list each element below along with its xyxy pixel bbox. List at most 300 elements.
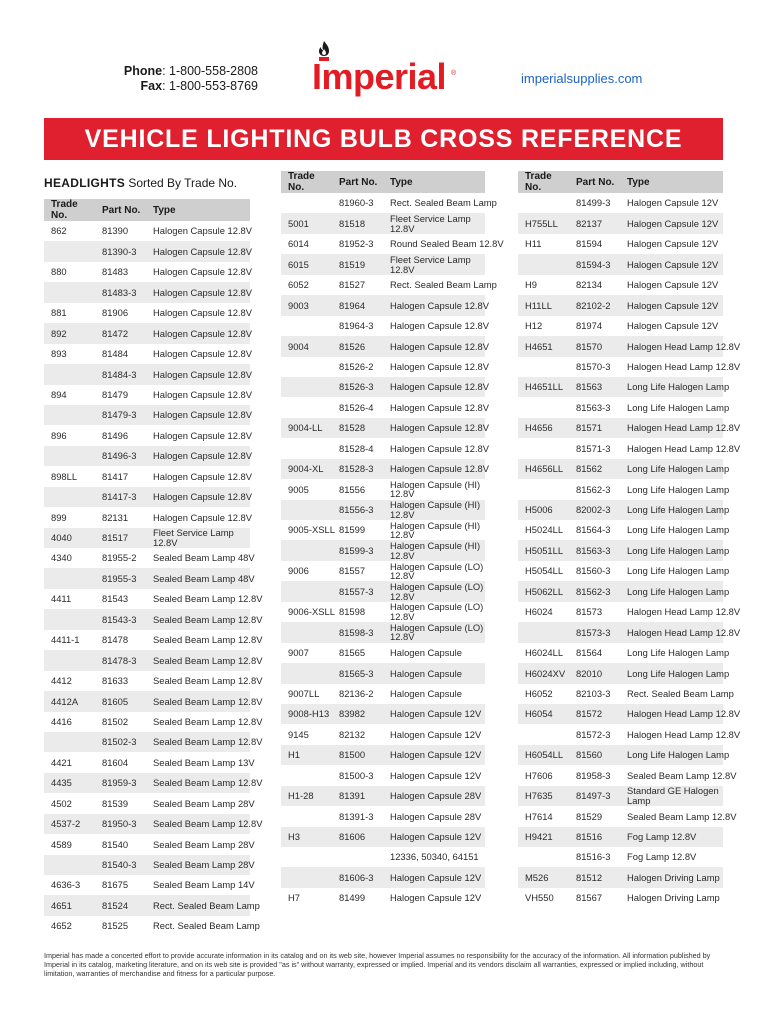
- table-row: [44, 609, 250, 629]
- cell-part-no: 81479-3: [95, 405, 146, 425]
- cell-part-no: 81502-3: [95, 732, 146, 752]
- cell-trade-no: [44, 487, 95, 507]
- cell-part-no: 81564-3: [576, 524, 611, 536]
- table-row: [281, 357, 485, 377]
- cell-type: Long Life Halogen Lamp: [627, 565, 730, 577]
- cell-part-no: 81567: [576, 892, 603, 904]
- cell-type: Halogen Capsule 12V: [620, 213, 723, 233]
- cell-part-no: 81556: [339, 483, 366, 495]
- cell-type: Halogen Capsule 12V: [627, 197, 719, 209]
- table-row: [44, 487, 250, 507]
- cell-trade-no: [44, 446, 95, 466]
- cell-type: Halogen Capsule 12V: [627, 279, 719, 291]
- cell-trade-no: H7614: [525, 810, 553, 822]
- cell-part-no: 81500: [332, 745, 383, 765]
- section-heading: [44, 176, 237, 190]
- cell-type: Halogen Capsule 12V: [620, 254, 723, 274]
- table-row: [281, 888, 485, 908]
- cell-trade-no: [44, 364, 95, 384]
- table-row: [518, 806, 723, 826]
- table-header-row: [281, 171, 485, 193]
- table-row: [281, 581, 485, 601]
- cell-trade-no: H6054LL: [518, 745, 569, 765]
- table-row: [44, 814, 250, 834]
- table-header-row: [518, 171, 723, 193]
- table-row: [281, 867, 485, 887]
- cell-type: Sealed Beam Lamp 12.8V: [153, 593, 263, 605]
- cell-trade-no: [281, 377, 332, 397]
- table-row: [518, 234, 723, 254]
- cell-type: Halogen Capsule 12.8V: [146, 405, 250, 425]
- table-row: [44, 855, 250, 875]
- table-row: [281, 336, 485, 356]
- cell-part-no: 81502: [102, 715, 129, 727]
- cell-type: Long Life Halogen Lamp: [620, 500, 723, 520]
- cell-type: Halogen Head Lamp 12.8V: [620, 704, 723, 724]
- cell-part-no: 81606: [332, 827, 383, 847]
- cell-part-no: 81564: [576, 647, 603, 659]
- cell-trade-no: [44, 241, 95, 261]
- cell-type: Rect. Sealed Beam Lamp: [390, 279, 497, 291]
- cell-type: Halogen Capsule 12.8V: [383, 377, 485, 397]
- table-row: [281, 724, 485, 744]
- cell-trade-no: H9: [525, 279, 537, 291]
- col-header-part-no: Part No.: [95, 199, 146, 221]
- cell-trade-no: 898LL: [51, 470, 78, 482]
- cell-trade-no: M526: [518, 867, 569, 887]
- cell-type: Halogen Capsule 12.8V: [146, 446, 250, 466]
- logo-wordmark: Imperial: [312, 56, 447, 97]
- cell-type: Halogen Capsule (HI) 12.8V: [383, 540, 485, 560]
- cell-part-no: 81560: [569, 745, 620, 765]
- cell-part-no: 81496-3: [95, 446, 146, 466]
- table-row: [281, 438, 485, 458]
- table-column-2: [281, 171, 504, 908]
- cell-part-no: 81952-3: [339, 238, 374, 250]
- table-row: [44, 752, 250, 772]
- table-row: [281, 622, 485, 642]
- cell-type: Halogen Capsule 12V: [390, 892, 482, 904]
- cell-trade-no: H4651: [518, 336, 569, 356]
- cell-part-no: 81563-3: [569, 540, 620, 560]
- cell-part-no: 81605: [95, 691, 146, 711]
- cell-trade-no: 899: [51, 511, 67, 523]
- cell-part-no: 82131: [102, 511, 129, 523]
- cell-trade-no: [44, 650, 95, 670]
- cell-trade-no: [281, 806, 332, 826]
- cell-type: Halogen Capsule (LO) 12.8V: [383, 622, 485, 642]
- cell-trade-no: 894: [51, 388, 67, 400]
- cell-trade-no: [281, 765, 332, 785]
- cell-type: Halogen Capsule 12.8V: [153, 266, 253, 278]
- cell-type: Sealed Beam Lamp 28V: [153, 838, 255, 850]
- cell-part-no: 81571-3: [576, 442, 611, 454]
- cell-trade-no: 4416: [51, 715, 72, 727]
- cell-part-no: 81390-3: [95, 241, 146, 261]
- cell-part-no: 81391-3: [339, 810, 374, 822]
- table-row: [44, 385, 250, 405]
- cell-part-no: 81496: [102, 429, 129, 441]
- cell-part-no: 81974: [576, 320, 603, 332]
- cell-trade-no: 9005: [288, 483, 309, 495]
- table-row: [518, 745, 723, 765]
- cell-part-no: 81516: [569, 827, 620, 847]
- cell-type: Halogen Capsule 12V: [383, 867, 485, 887]
- cell-trade-no: [281, 316, 332, 336]
- cross-reference-table-2: [281, 171, 504, 908]
- table-row: [44, 528, 250, 548]
- cell-type: Round Sealed Beam 12.8V: [390, 238, 504, 250]
- cell-trade-no: [281, 581, 332, 601]
- cell-part-no: 81572: [569, 704, 620, 724]
- cell-part-no: 81516-3: [576, 851, 611, 863]
- table-row: [44, 568, 250, 588]
- cell-trade-no: 881: [51, 307, 67, 319]
- table-row: [44, 875, 250, 895]
- cell-type: Sealed Beam Lamp 12.8V: [153, 675, 263, 687]
- cell-trade-no: H9421: [518, 827, 569, 847]
- table-row: [518, 765, 723, 785]
- cell-trade-no: H6024: [525, 606, 553, 618]
- cell-trade-no: H4656LL: [518, 459, 569, 479]
- cell-part-no: 81565: [339, 647, 366, 659]
- cell-part-no: 81570: [569, 336, 620, 356]
- cell-type: Halogen Capsule 12.8V: [146, 241, 250, 261]
- cell-type: Halogen Head Lamp 12.8V: [627, 728, 741, 740]
- cell-part-no: 81479: [102, 388, 129, 400]
- cell-part-no: 81390: [102, 225, 129, 237]
- fax-line: Fax: 1-800-553-8769: [140, 79, 258, 93]
- table-row: [518, 275, 723, 295]
- table-row: [518, 213, 723, 233]
- table-row: [44, 732, 250, 752]
- cell-trade-no: 6014: [288, 238, 309, 250]
- cell-trade-no: [44, 282, 95, 302]
- cell-type: 12336, 50340, 64151: [390, 851, 479, 863]
- cell-type: Sealed Beam Lamp 14V: [153, 879, 255, 891]
- cell-trade-no: 4589: [51, 838, 72, 850]
- cell-type: Halogen Capsule 12V: [383, 745, 485, 765]
- cell-trade-no: H1: [281, 745, 332, 765]
- table-row: [518, 254, 723, 274]
- cell-trade-no: [44, 855, 95, 875]
- cell-type: Long Life Halogen Lamp: [620, 377, 723, 397]
- table-row: [44, 221, 250, 241]
- cell-part-no: 81484: [102, 348, 129, 360]
- table-row: [518, 827, 723, 847]
- cell-part-no: 81598: [339, 606, 366, 618]
- table-row: [518, 479, 723, 499]
- cell-part-no: 81557: [339, 565, 366, 577]
- cell-type: Fleet Service Lamp 12.8V: [146, 528, 250, 548]
- cell-type: Halogen Capsule 12.8V: [153, 348, 253, 360]
- cell-trade-no: [518, 254, 569, 274]
- cell-type: Halogen Capsule 12V: [390, 769, 482, 781]
- cell-trade-no: 9003: [281, 295, 332, 315]
- table-row: [44, 895, 250, 915]
- cell-trade-no: H755LL: [518, 213, 569, 233]
- cell-trade-no: [281, 193, 332, 213]
- cell-part-no: 81571: [569, 418, 620, 438]
- table-row: [518, 786, 723, 806]
- table-row: [518, 336, 723, 356]
- cell-part-no: 81598-3: [332, 622, 383, 642]
- cell-trade-no: H6024XV: [518, 663, 569, 683]
- cell-type: Halogen Capsule 12V: [627, 238, 719, 250]
- cell-trade-no: [281, 663, 332, 683]
- cell-trade-no: 9004-LL: [281, 418, 332, 438]
- cell-part-no: 81528: [332, 418, 383, 438]
- cell-type: Halogen Capsule 12V: [620, 295, 723, 315]
- contact-info: [96, 64, 258, 94]
- table-row: [44, 344, 250, 364]
- cell-part-no: 81557-3: [332, 581, 383, 601]
- cell-trade-no: H6052: [525, 687, 553, 699]
- cell-part-no: 81517: [95, 528, 146, 548]
- table-body-2: [281, 193, 504, 908]
- cell-trade-no: [281, 500, 332, 520]
- cell-type: Halogen Capsule 28V: [390, 810, 482, 822]
- cell-type: Halogen Capsule 12.8V: [383, 336, 485, 356]
- cell-part-no: 81959-3: [95, 773, 146, 793]
- table-row: [518, 459, 723, 479]
- cell-type: Halogen Capsule 12.8V: [383, 459, 485, 479]
- table-row: [518, 418, 723, 438]
- cell-type: Sealed Beam Lamp 12.8V: [153, 715, 263, 727]
- cell-type: Sealed Beam Lamp 28V: [153, 797, 255, 809]
- cell-type: Long Life Halogen Lamp: [627, 483, 730, 495]
- cell-part-no: 81500-3: [339, 769, 374, 781]
- table-row: [281, 316, 485, 336]
- cell-type: Halogen Capsule: [390, 687, 462, 699]
- fax-label: Fax: [140, 79, 163, 93]
- cell-part-no: 81606-3: [332, 867, 383, 887]
- cell-type: Fog Lamp 12.8V: [620, 827, 723, 847]
- phone-line: Phone: 1-800-558-2808: [123, 64, 258, 78]
- table-row: [44, 364, 250, 384]
- cell-type: Halogen Capsule 12.8V: [146, 364, 250, 384]
- phone-label: Phone: [123, 64, 163, 78]
- table-body-1: [44, 221, 263, 936]
- cell-trade-no: 4040: [44, 528, 95, 548]
- table-row: [518, 561, 723, 581]
- table-row: [44, 507, 250, 527]
- cell-type: Halogen Capsule 12.8V: [146, 487, 250, 507]
- table-row: [281, 704, 485, 724]
- cell-part-no: 82137: [569, 213, 620, 233]
- table-row: [281, 602, 485, 622]
- cell-trade-no: 4652: [51, 920, 72, 932]
- cell-part-no: 81539: [102, 797, 129, 809]
- cell-trade-no: H4651LL: [518, 377, 569, 397]
- cell-type: Sealed Beam Lamp 12.8V: [627, 810, 737, 822]
- cell-type: Halogen Capsule 12.8V: [153, 470, 253, 482]
- cell-part-no: 81543: [102, 593, 129, 605]
- table-row: [281, 213, 485, 233]
- page-title: VEHICLE LIGHTING BULB CROSS REFERENCE: [84, 124, 683, 153]
- cell-trade-no: 9004: [281, 336, 332, 356]
- cell-type: Halogen Head Lamp 12.8V: [627, 360, 741, 372]
- table-row: [44, 671, 250, 691]
- cell-type: Rect. Sealed Beam Lamp: [627, 687, 734, 699]
- cell-type: Long Life Halogen Lamp: [620, 745, 723, 765]
- cell-trade-no: H11: [525, 238, 542, 250]
- cell-type: Halogen Capsule (LO) 12.8V: [390, 601, 484, 622]
- cell-trade-no: 5001: [281, 213, 332, 233]
- cell-type: Halogen Driving Lamp: [620, 867, 723, 887]
- table-row: [281, 786, 485, 806]
- title-banner: [44, 118, 723, 160]
- cell-trade-no: [281, 357, 332, 377]
- table-row: [518, 847, 723, 867]
- cell-type: Long Life Halogen Lamp: [620, 581, 723, 601]
- table-header-row: [44, 199, 250, 221]
- cell-type: Halogen Head Lamp 12.8V: [620, 418, 723, 438]
- cell-trade-no: 893: [51, 348, 67, 360]
- table-row: [44, 712, 250, 732]
- col-header-trade-no: Trade No.: [518, 171, 569, 193]
- cell-type: Long Life Halogen Lamp: [620, 459, 723, 479]
- cell-trade-no: 4435: [44, 773, 95, 793]
- cell-part-no: 81565-3: [332, 663, 383, 683]
- cell-part-no: 81604: [102, 756, 129, 768]
- cell-part-no: 83982: [332, 704, 383, 724]
- cell-trade-no: H4656: [518, 418, 569, 438]
- table-row: [518, 540, 723, 560]
- cell-trade-no: 892: [44, 323, 95, 343]
- cell-part-no: 81526-4: [339, 401, 374, 413]
- cell-type: Halogen Capsule 12V: [627, 320, 719, 332]
- table-row: [44, 446, 250, 466]
- cell-trade-no: 4412: [51, 675, 72, 687]
- table-row: [518, 438, 723, 458]
- col-header-trade-no: Trade No.: [281, 171, 332, 193]
- cell-type: Sealed Beam Lamp 12.8V: [146, 773, 250, 793]
- cell-trade-no: 6015: [281, 254, 332, 274]
- cell-part-no: 82103-3: [576, 687, 611, 699]
- table-row: [518, 867, 723, 887]
- cell-type: Sealed Beam Lamp 12.8V: [153, 634, 263, 646]
- table-row: [44, 425, 250, 445]
- table-column-3: [518, 171, 741, 908]
- cell-trade-no: 9006: [288, 565, 309, 577]
- table-row: [518, 357, 723, 377]
- cell-type: Halogen Capsule 12V: [383, 827, 485, 847]
- table-row: [44, 691, 250, 711]
- cell-type: Halogen Head Lamp 12.8V: [620, 336, 723, 356]
- cell-trade-no: 6052: [288, 279, 309, 291]
- cell-type: Fog Lamp 12.8V: [627, 851, 697, 863]
- cell-part-no: 81562-3: [576, 483, 611, 495]
- cell-type: Halogen Head Lamp 12.8V: [627, 442, 741, 454]
- cell-part-no: 81527: [339, 279, 366, 291]
- cell-part-no: 81950-3: [95, 814, 146, 834]
- cell-trade-no: 4412A: [44, 691, 95, 711]
- cell-part-no: 81562-3: [569, 581, 620, 601]
- cell-part-no: 81906: [102, 307, 129, 319]
- cell-trade-no: [281, 438, 332, 458]
- table-row: [281, 275, 485, 295]
- table-row: [518, 397, 723, 417]
- cell-trade-no: [44, 609, 95, 629]
- cross-reference-table-1: [44, 199, 263, 936]
- cell-trade-no: 9145: [288, 728, 309, 740]
- cell-type: Sealed Beam Lamp 13V: [153, 756, 255, 768]
- cell-trade-no: [44, 568, 95, 588]
- cell-part-no: 81572-3: [576, 728, 611, 740]
- cell-trade-no: H7606: [525, 769, 553, 781]
- cell-trade-no: 4340: [51, 552, 72, 564]
- cell-type: Halogen Head Lamp 12.8V: [627, 606, 741, 618]
- cell-part-no: 81573: [576, 606, 603, 618]
- cell-type: Halogen Capsule: [383, 663, 485, 683]
- cell-part-no: 81484-3: [95, 364, 146, 384]
- col-header-type: Type: [383, 171, 485, 193]
- cell-type: Sealed Beam Lamp 48V: [146, 568, 250, 588]
- col-header-type: Type: [146, 199, 250, 221]
- table-row: [44, 282, 250, 302]
- table-row: [44, 262, 250, 282]
- cell-trade-no: [518, 724, 569, 744]
- cell-trade-no: H6054: [518, 704, 569, 724]
- website-link[interactable]: imperialsupplies.com: [521, 71, 643, 86]
- cell-type: Long Life Halogen Lamp: [627, 401, 730, 413]
- cell-type: Halogen Capsule 12.8V: [153, 511, 253, 523]
- cell-trade-no: 4411: [51, 593, 72, 605]
- col-header-part-no: Part No.: [569, 171, 620, 193]
- cell-trade-no: 9007: [288, 647, 309, 659]
- table-row: [281, 459, 485, 479]
- cell-trade-no: 4421: [51, 756, 72, 768]
- cell-trade-no: 4651: [44, 895, 95, 915]
- table-row: [281, 827, 485, 847]
- cell-trade-no: [518, 438, 569, 458]
- table-row: [44, 405, 250, 425]
- cell-part-no: 81499-3: [576, 197, 611, 209]
- cell-part-no: 81519: [332, 254, 383, 274]
- table-row: [518, 643, 723, 663]
- cell-type: Halogen Capsule (HI) 12.8V: [390, 478, 481, 500]
- cell-part-no: 81675: [102, 879, 129, 891]
- table-row: [518, 684, 723, 704]
- cell-trade-no: [518, 479, 569, 499]
- cell-type: Halogen Capsule 12.8V: [383, 295, 485, 315]
- cell-trade-no: [281, 867, 332, 887]
- cell-trade-no: [518, 847, 569, 867]
- cell-part-no: 81540: [102, 838, 129, 850]
- cell-part-no: 81524: [95, 895, 146, 915]
- cell-type: Long Life Halogen Lamp: [627, 647, 730, 659]
- table-row: [518, 663, 723, 683]
- phone-number[interactable]: 1-800-558-2808: [169, 64, 258, 78]
- cell-part-no: 81417: [102, 470, 129, 482]
- table-row: [281, 520, 485, 540]
- cell-trade-no: 862: [51, 225, 67, 237]
- cell-part-no: 81483: [102, 266, 129, 278]
- cell-trade-no: H5051LL: [518, 540, 569, 560]
- cell-part-no: 81594: [576, 238, 603, 250]
- cell-trade-no: 9007LL: [288, 687, 320, 699]
- table-row: [518, 581, 723, 601]
- fax-number: 1-800-553-8769: [169, 79, 258, 93]
- cell-part-no: 81518: [332, 213, 383, 233]
- registered-mark: ®: [451, 70, 457, 77]
- cell-part-no: 81955-2: [102, 552, 137, 564]
- table-row: [518, 704, 723, 724]
- cell-part-no: 81499: [339, 892, 366, 904]
- cell-type: Sealed Beam Lamp 48V: [153, 552, 255, 564]
- cell-type: Halogen Capsule 12.8V: [383, 418, 485, 438]
